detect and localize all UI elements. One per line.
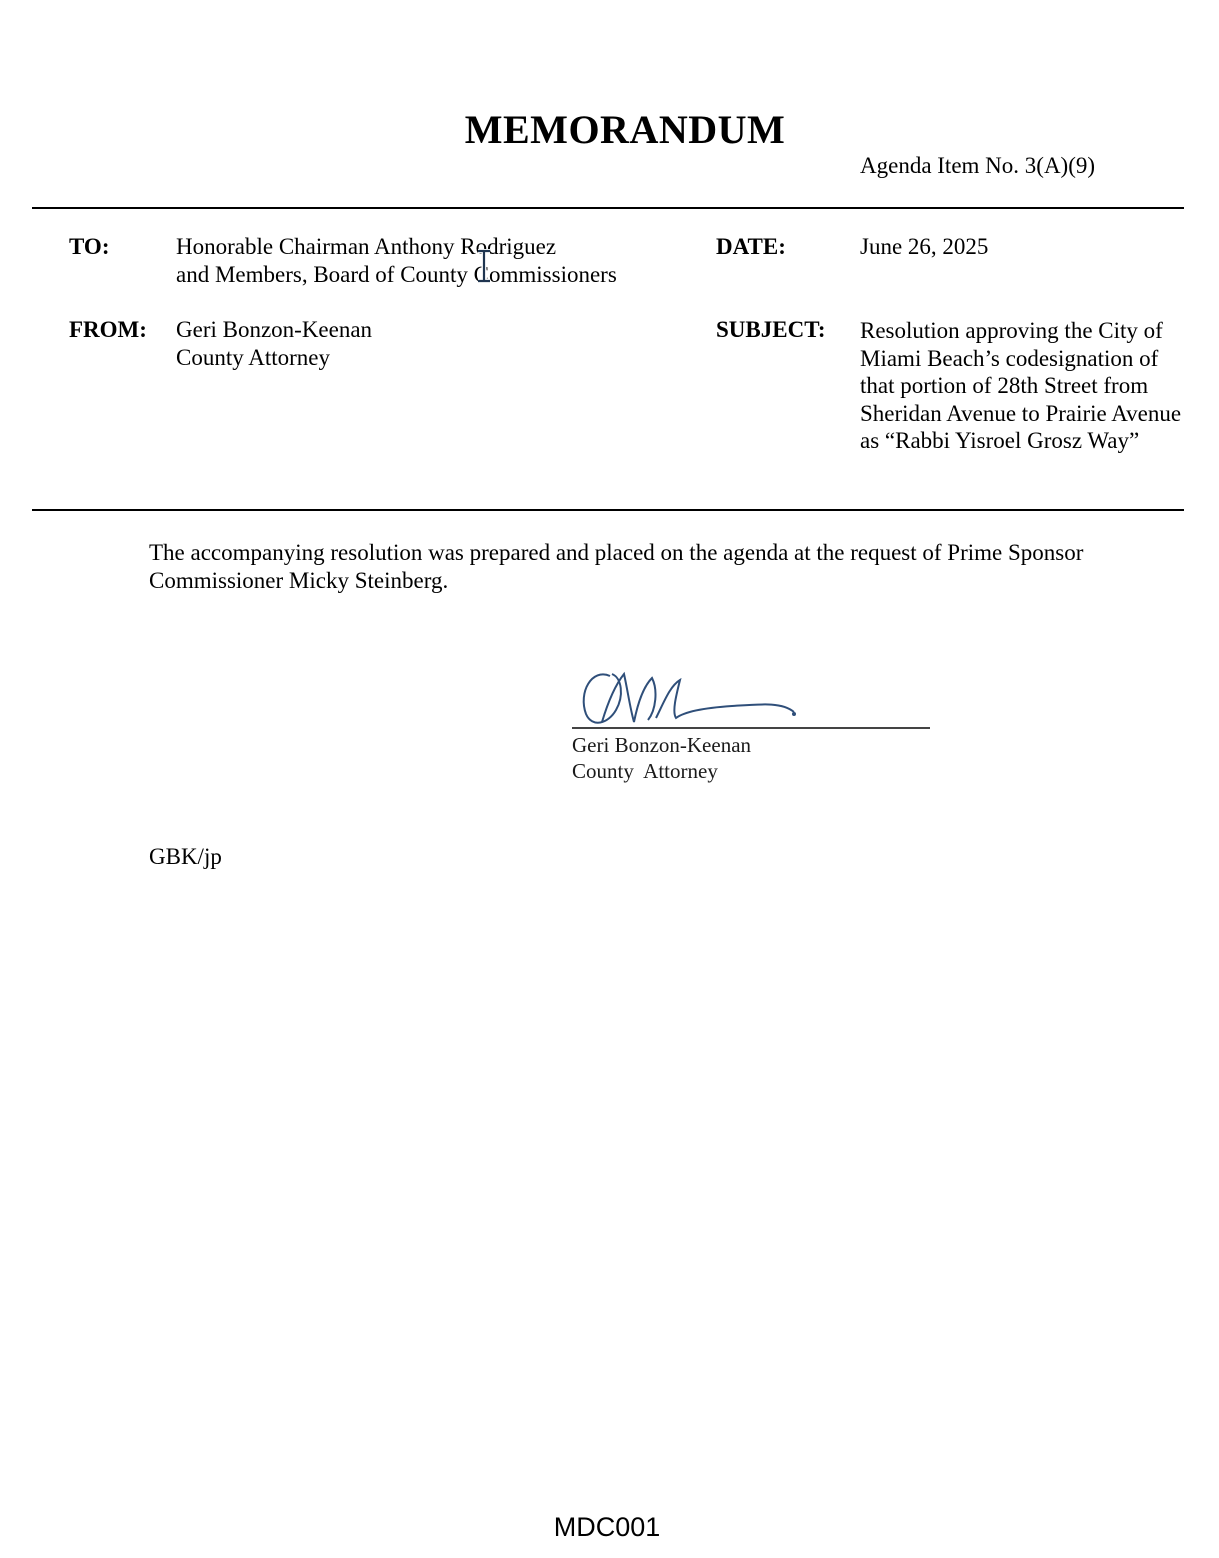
date-value: June 26, 2025 bbox=[860, 234, 989, 259]
bottom-divider bbox=[32, 509, 1184, 511]
to-label: TO: bbox=[69, 234, 110, 259]
memo-title: MEMORANDUM bbox=[464, 107, 786, 152]
body-paragraph: The accompanying resolution was prepared and placed on the agenda at the request of Prime Sponsor Commissioner Micky Steinberg. bbox=[149, 540, 1084, 593]
subject-label: SUBJECT: bbox=[716, 317, 826, 342]
from-line-1: Geri Bonzon-Keenan bbox=[176, 317, 373, 342]
agenda-item-number: Agenda Item No. 3(A)(9) bbox=[860, 153, 1096, 178]
top-divider bbox=[32, 207, 1184, 209]
handwritten-signature bbox=[572, 662, 932, 734]
signer-title: County Attorney bbox=[572, 759, 718, 783]
to-line-1: Honorable Chairman Anthony Rodriguez bbox=[176, 234, 557, 259]
date-label: DATE: bbox=[716, 234, 786, 259]
signer-name: Geri Bonzon-Keenan bbox=[572, 733, 752, 757]
from-sender bbox=[176, 316, 372, 372]
page-code: MDC001 bbox=[553, 1512, 661, 1542]
to-recipient bbox=[176, 233, 617, 289]
signature-block bbox=[572, 732, 751, 784]
to-line-2: and Members, Board of County Commissioners bbox=[176, 262, 617, 287]
from-label: FROM: bbox=[69, 317, 147, 342]
from-line-2: County Attorney bbox=[176, 345, 330, 370]
typist-initials: GBK/jp bbox=[149, 844, 222, 869]
text-cursor-icon bbox=[474, 249, 494, 283]
subject-value: Resolution approving the City of Miami Beach’s codesignation of that portion of 28th Street from Sheridan Avenue to Prairie Avenue as “Rabbi Yisroel Grosz Way” bbox=[860, 318, 1182, 454]
